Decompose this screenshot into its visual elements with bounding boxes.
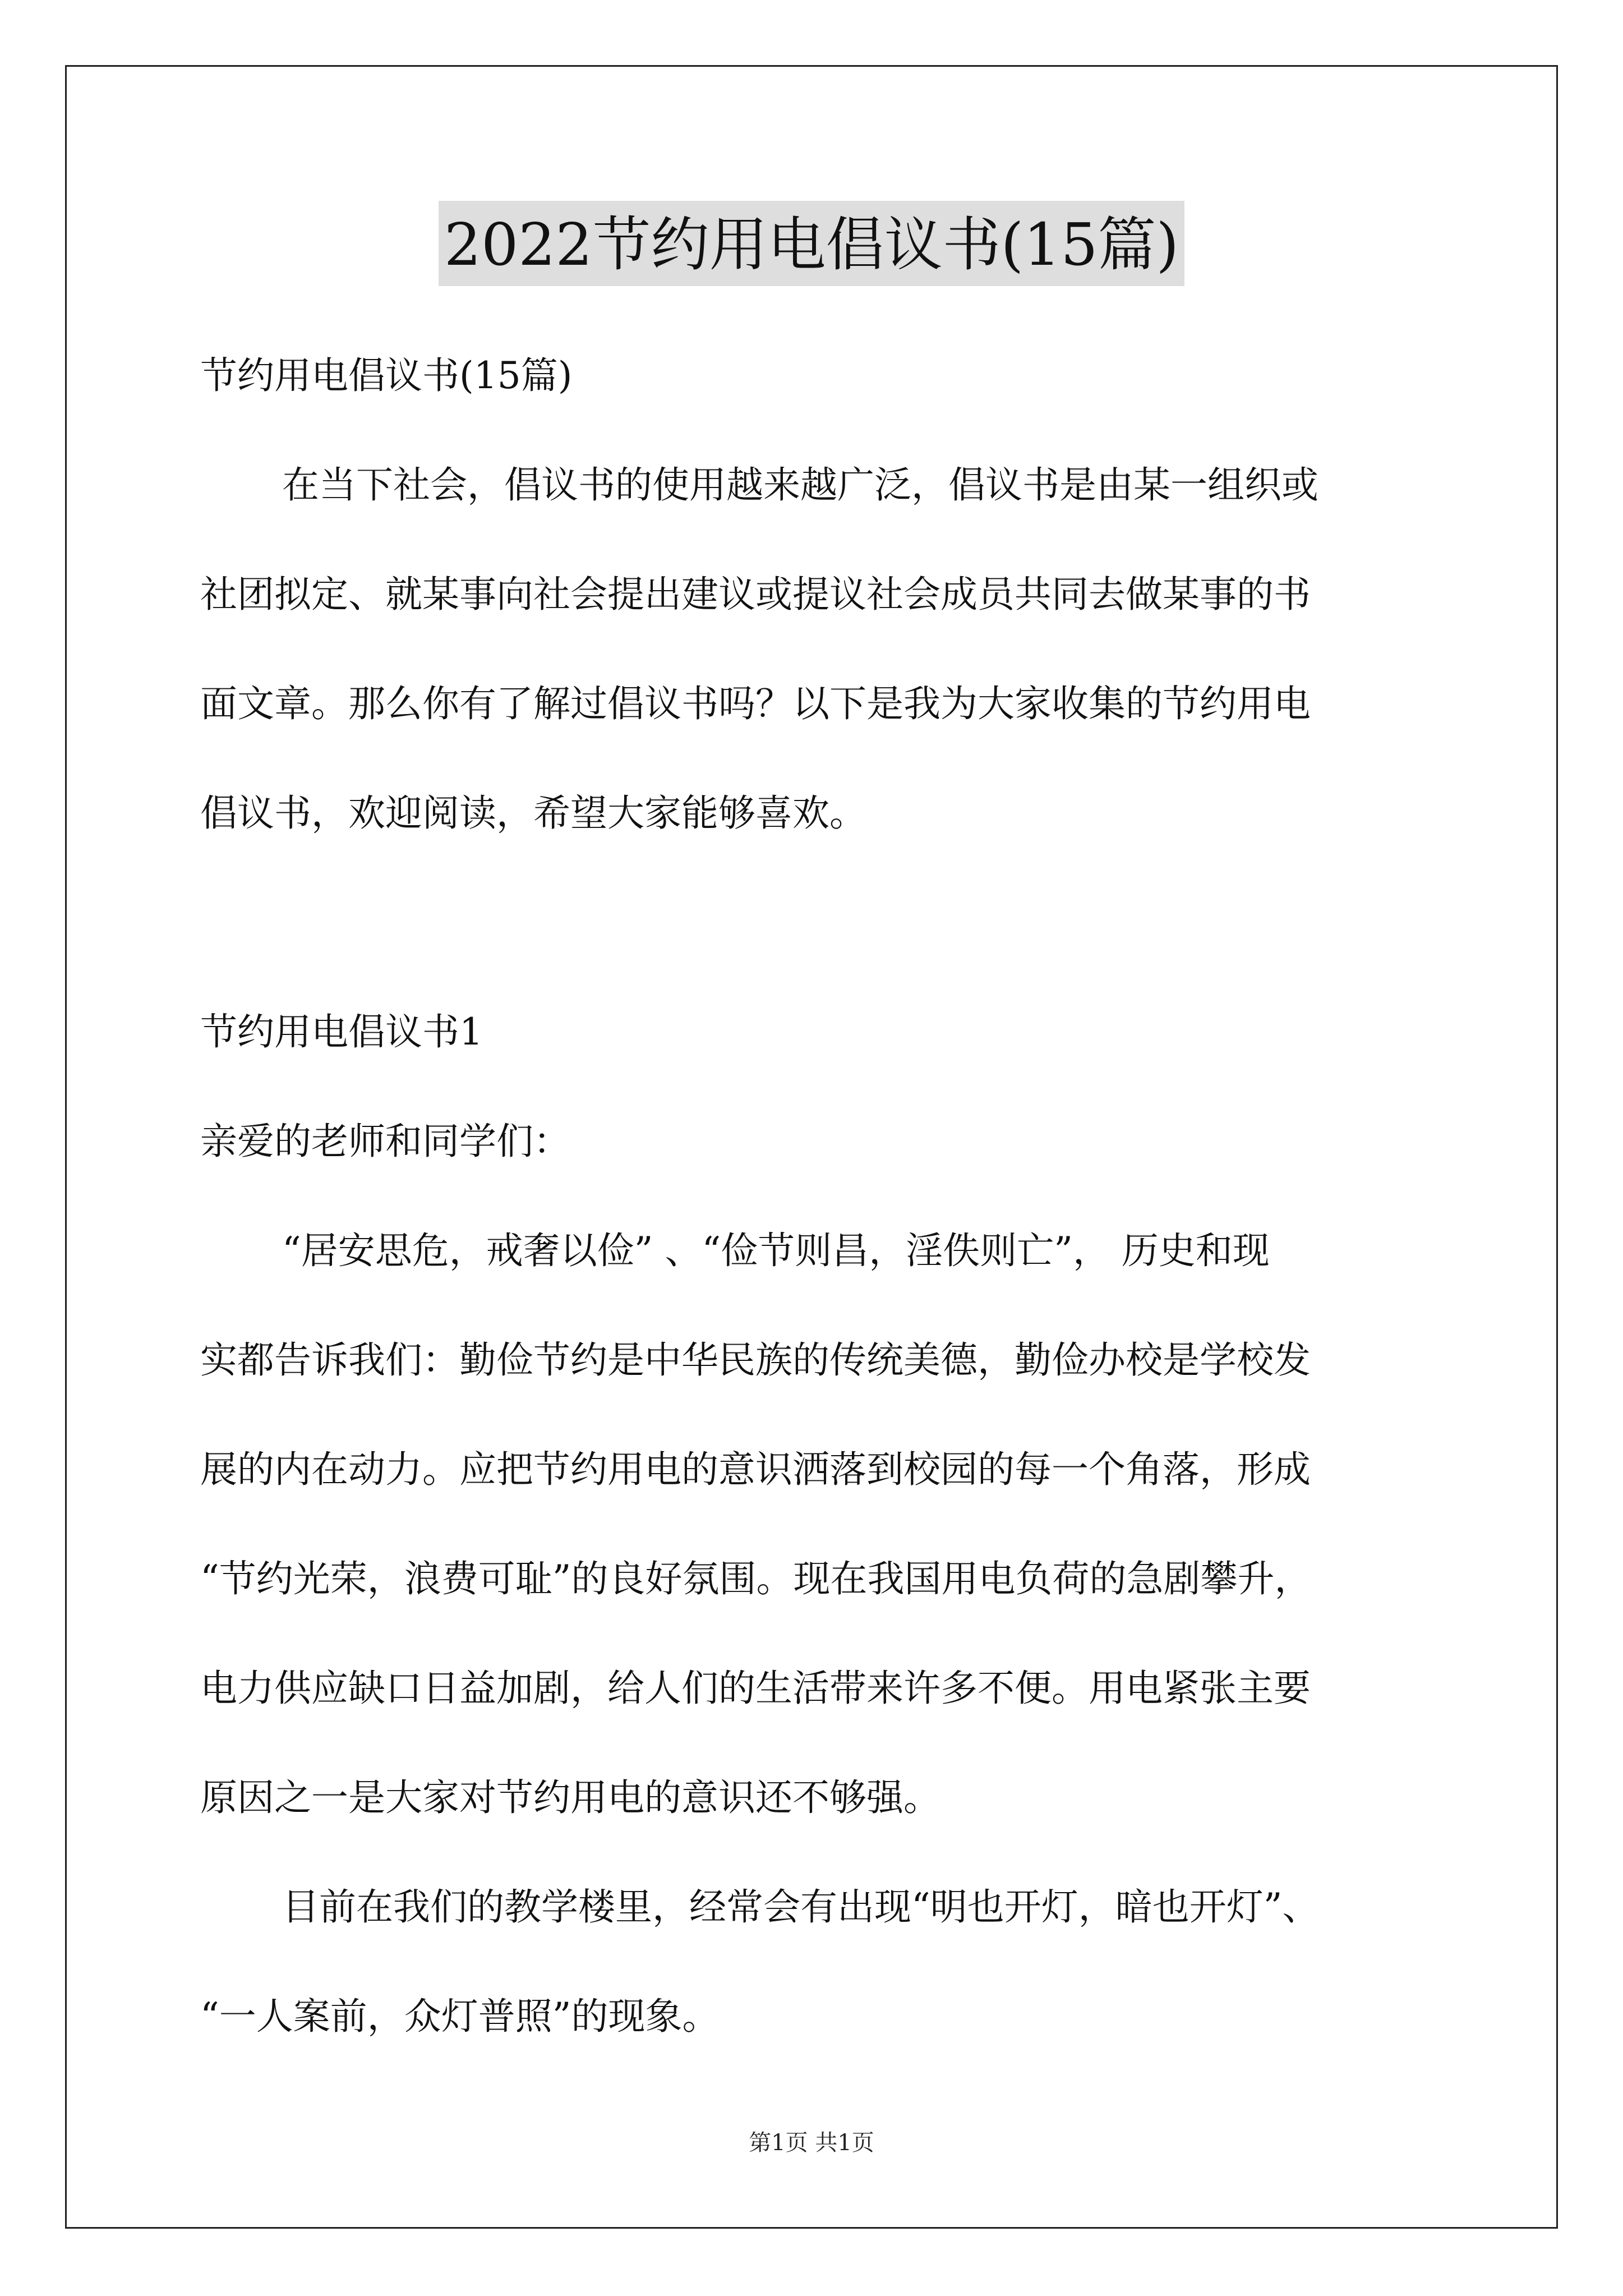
paragraph-line: “居安思危，戒奢以俭” 、“俭节则昌，淫佚则亡”， 历史和现 — [282, 1229, 1270, 1272]
title-container — [0, 201, 1623, 286]
paragraph-line: 实都告诉我们：勤俭节约是中华民族的传统美德，勤俭办校是学校发 — [200, 1338, 1311, 1382]
paragraph-line: 展的内在动力。应把节约用电的意识洒落到校园的每一个角落，形成 — [200, 1448, 1311, 1491]
paragraph-line: 目前在我们的教学楼里，经常会有出现“明也开灯，暗也开灯”、 — [282, 1885, 1320, 1929]
paragraph-line: 在当下社会，倡议书的使用越来越广泛，倡议书是由某一组织或 — [282, 463, 1318, 507]
paragraph-line: 社团拟定、就某事向社会提出建议或提议社会成员共同去做某事的书 — [200, 573, 1311, 616]
subtitle-line: 节约用电倡议书(15篇) — [200, 354, 573, 397]
paragraph-line: 面文章。那么你有了解过倡议书吗？以下是我为大家收集的节约用电 — [200, 682, 1311, 725]
document-title: 2022节约用电倡议书(15篇) — [439, 201, 1184, 286]
paragraph-line: “节约光荣，浪费可耻”的良好氛围。现在我国用电负荷的急剧攀升， — [200, 1557, 1312, 1600]
salutation-line: 亲爱的老师和同学们： — [200, 1120, 570, 1163]
page-footer: 第1页 共1页 — [749, 2130, 874, 2156]
paragraph-line: 电力供应缺口日益加剧，给人们的生活带来许多不便。用电紧张主要 — [200, 1667, 1311, 1710]
paragraph-line: “一人案前，众灯普照”的现象。 — [200, 1995, 720, 2038]
paragraph-line: 原因之一是大家对节约用电的意识还不够强。 — [200, 1776, 940, 1819]
paragraph-line: 倡议书，欢迎阅读，希望大家能够喜欢。 — [200, 792, 866, 835]
section-heading: 节约用电倡议书1 — [200, 1010, 483, 1053]
